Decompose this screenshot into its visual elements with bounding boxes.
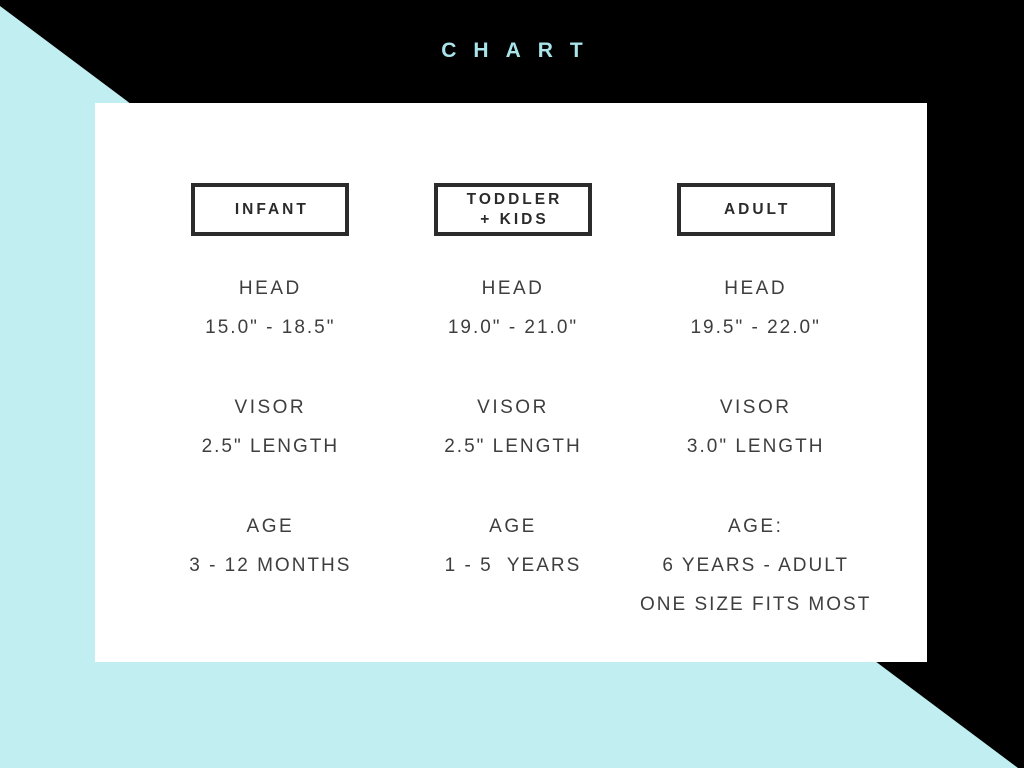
toddler-head-label: HEAD (481, 278, 545, 299)
toddler-visor-label: VISOR (477, 397, 549, 418)
adult-header-label: ADULT (723, 200, 791, 218)
infant-header-box (191, 183, 349, 236)
adult-visor-value: 3.0" LENGTH (686, 436, 825, 457)
toddler-age-value: 1 - 5 YEARS (444, 555, 582, 576)
infant-age-value: 3 - 12 MONTHS (189, 555, 352, 576)
toddler-kids-header-box (434, 183, 592, 236)
column-infant (149, 183, 392, 616)
toddler-kids-header-label-line2: + KIDS (480, 210, 549, 228)
column-toddler-kids (392, 183, 635, 616)
infant-age-label: AGE (246, 516, 295, 537)
infant-visor-label: VISOR (234, 397, 307, 418)
adult-age-label: AGE: (727, 516, 784, 537)
adult-age-value: 6 YEARS - ADULT (662, 555, 849, 576)
infant-head-value: 15.0" - 18.5" (205, 317, 336, 338)
toddler-age-label: AGE (489, 516, 537, 537)
adult-one-size-note: ONE SIZE FITS MOST (640, 594, 872, 615)
infant-header-label: INFANT (234, 200, 309, 218)
toddler-kids-header-label-line1: TODDLER (466, 190, 563, 208)
adult-head-value: 19.5" - 22.0" (690, 317, 821, 338)
infant-visor-value: 2.5" LENGTH (201, 436, 340, 457)
toddler-visor-value: 2.5" LENGTH (444, 436, 582, 457)
infant-head-label: HEAD (238, 278, 302, 299)
toddler-head-value: 19.0" - 21.0" (447, 317, 579, 338)
adult-header-box (677, 183, 835, 236)
column-adult (634, 183, 877, 616)
size-chart-card (95, 103, 927, 662)
size-chart-grid (95, 103, 927, 616)
adult-visor-label: VISOR (719, 397, 792, 418)
page-title: CHART (441, 39, 600, 62)
adult-head-label: HEAD (724, 278, 788, 299)
